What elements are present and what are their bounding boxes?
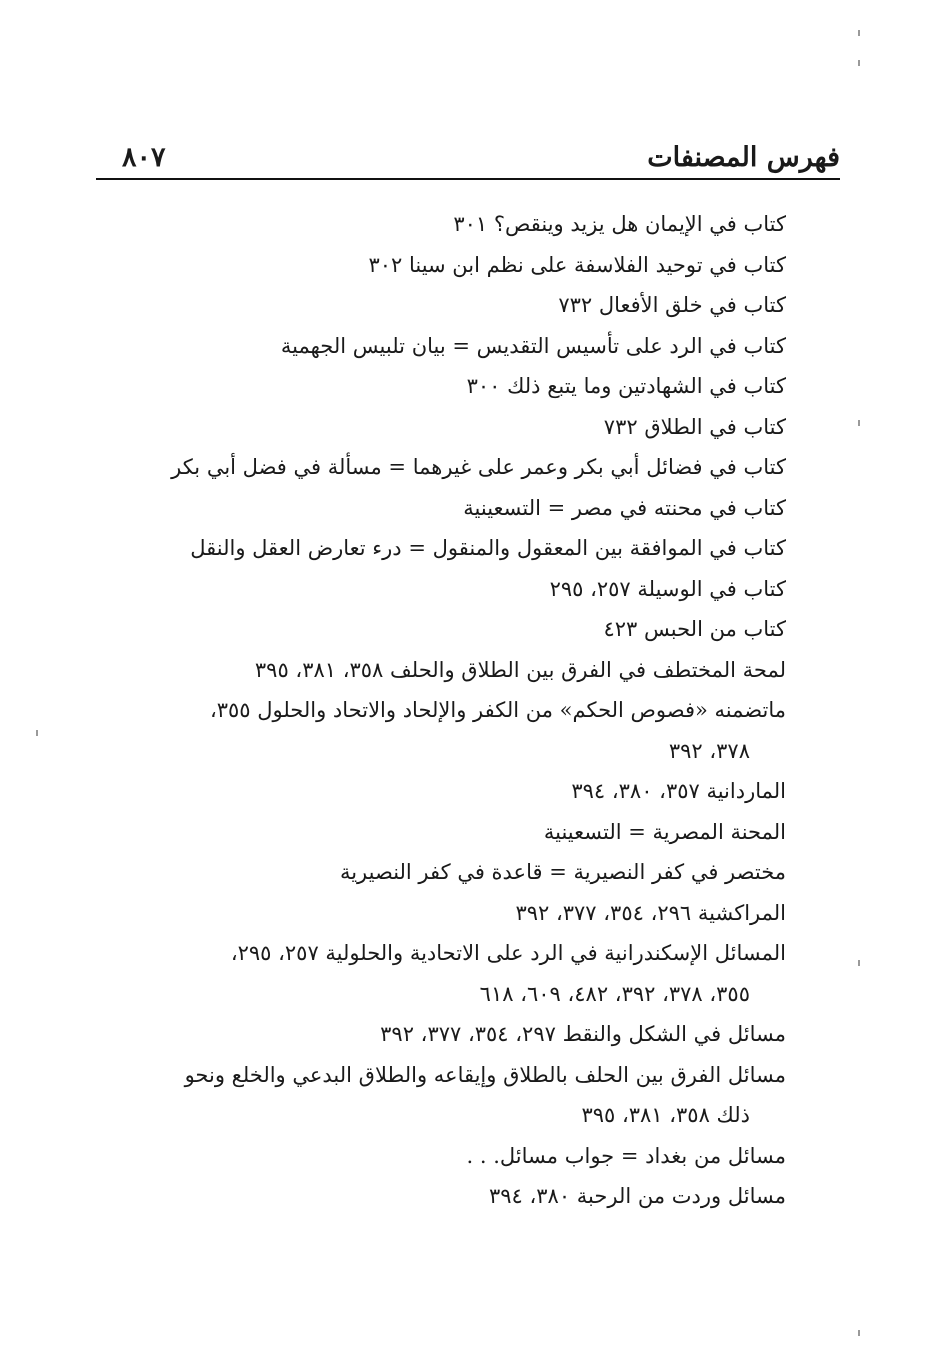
- index-entry: مسائل وردت من الرحبة ٣٨٠، ٣٩٤: [488, 1184, 786, 1208]
- index-entry: كتاب في توحيد الفلاسفة على نظم ابن سينا ٣٠٢: [368, 252, 786, 277]
- index-entry: مسائل الفرق بين الحلف بالطلاق وإيقاعه والطلاق البدعي والخلع ونحو: [184, 1062, 786, 1087]
- index-entry: كتاب في محنته في مصر = التسعينية: [463, 495, 786, 520]
- index-entry: ماتضمنه «فصوص الحكم» من الكفر والإلحاد والاتحاد والحلول ٣٥٥،: [209, 698, 786, 722]
- index-entry-continuation: ٣٧٨، ٣٩٢: [668, 738, 750, 763]
- index-entry: المسائل الإسكندرانية في الرد على الاتحادية والحلولية ٢٥٧، ٢٩٥،: [230, 941, 786, 965]
- index-entry: كتاب في الطلاق ٧٣٢: [603, 414, 786, 439]
- scan-mark: [858, 1330, 860, 1336]
- index-entry: مسائل من بغداد = جواب مسائل. . .: [466, 1143, 786, 1168]
- running-title: فهرس المصنفات: [647, 142, 840, 173]
- scan-mark: [858, 30, 860, 36]
- index-entries: [96, 204, 786, 1217]
- scan-mark: [858, 60, 860, 66]
- index-entry: مختصر في كفر النصيرية = قاعدة في كفر النصيرية: [339, 860, 786, 884]
- index-entry: لمحة المختطف في الفرق بين الطلاق والحلف ٣٥٨، ٣٨١، ٣٩٥: [254, 657, 786, 682]
- index-entry-continuation: ٣٥٥، ٣٧٨، ٣٩٢، ٤٨٢، ٦٠٩، ٦١٨: [479, 981, 750, 1006]
- scan-mark: [858, 420, 860, 426]
- page-number: ٨٠٧: [122, 142, 166, 173]
- index-entry: المحنة المصرية = التسعينية: [543, 819, 786, 844]
- header-rule: [96, 178, 840, 180]
- index-entry: الماردانية ٣٥٧، ٣٨٠، ٣٩٤: [571, 779, 786, 803]
- index-entry: المراكشية ٢٩٦، ٣٥٤، ٣٧٧، ٣٩٢: [515, 900, 786, 925]
- index-entry: كتاب في الرد على تأسيس التقديس = بيان تلبيس الجهمية: [280, 333, 786, 358]
- index-entry: كتاب من الحبس ٤٢٣: [603, 617, 786, 641]
- index-entry: كتاب في الإيمان هل يزيد وينقص؟ ٣٠١: [453, 212, 786, 236]
- index-entry: كتاب في فضائل أبي بكر وعمر على غيرهما = مسألة في فضل أبي بكر: [171, 455, 786, 479]
- scan-mark: [858, 960, 860, 966]
- scan-mark: [36, 730, 38, 736]
- index-entry: كتاب في الموافقة بين المعقول والمنقول = درء تعارض العقل والنقل: [190, 536, 786, 560]
- page-header: [96, 138, 840, 178]
- index-entry: مسائل في الشكل والنقط ٢٩٧، ٣٥٤، ٣٧٧، ٣٩٢: [380, 1022, 786, 1046]
- index-entry: كتاب في الوسيلة ٢٥٧، ٢٩٥: [549, 576, 786, 601]
- index-entry: كتاب في الشهادتين وما يتبع ذلك ٣٠٠: [466, 374, 786, 398]
- index-entry-continuation: ذلك ٣٥٨، ٣٨١، ٣٩٥: [581, 1103, 750, 1127]
- index-entry: كتاب في خلق الأفعال ٧٣٢: [558, 293, 786, 317]
